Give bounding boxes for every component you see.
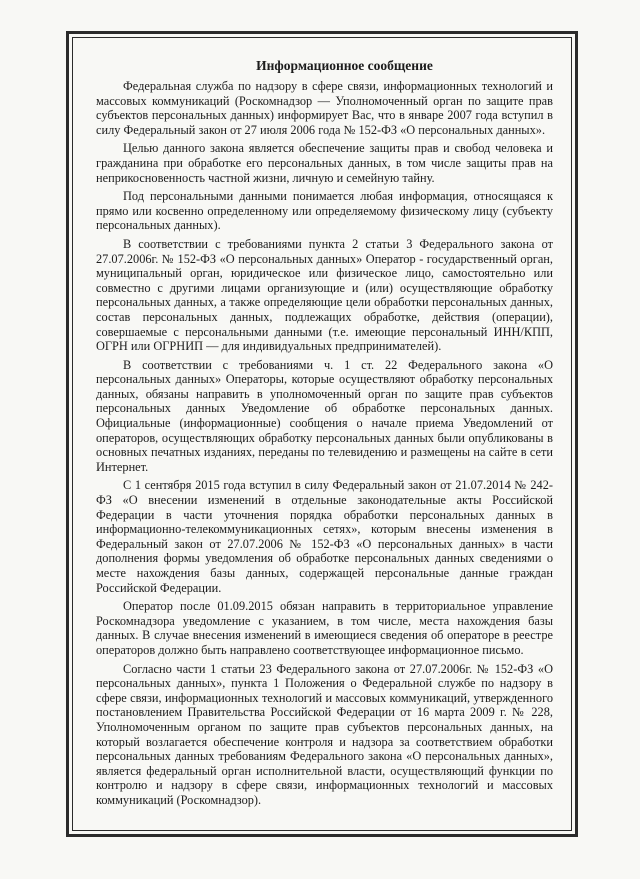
paragraph-2: Целью данного закона является обеспечение защиты прав и свобод человека и гражданина при обработке его персональных данных, в том числе защиты прав на неприкосновенность частной жизни, личную и семейную тайну.: [96, 141, 553, 185]
document-title: Информационное сообщение: [256, 58, 433, 73]
paragraph-3: Под персональными данными понимается любая информация, относящаяся к прямо или косвенно определенному или определяемому физическому лицу (субъекту персональных данных).: [96, 189, 553, 233]
paragraph-8: Согласно части 1 статьи 23 Федерального закона от 27.07.2006г. № 152-ФЗ «О персональных данных», пункта 1 Положения о Федеральной службе по надзору в сфере связи, информационных технологий и массовых коммуникаций, утвержденного постановлением Правительства Российской Федерации от 16 марта 2009 г. № 228, Уполномоченным органом по защите прав субъектов персональных данных, на который возлагается обеспечение контроля и надзора за соответствием обработки персональных данных требованиям Федерального закона «О персональных данных», является федеральный орган исполнительной власти, осуществляющий функции по контролю и надзору в сфере связи, информационных технологий и массовых коммуникаций (Роскомнадзор).: [96, 661, 553, 807]
document-body: [96, 58, 553, 812]
paragraph-4: В соответствии с требованиями пункта 2 статьи 3 Федерального закона от 27.07.2006г. № 152-ФЗ «О персональных данных» Оператор - государственный орган, муниципальный орган, юридическое или физическое лицо, самостоятельно или совместно с другими лицами организующие и (или) осуществляющие обработку персональных данных, а также определяющие цели обработки персональных данных, состав персональных данных, подлежащих обработке, действия (операции), совершаемые с персональными данными (т.е. имеющие персональный ИНН/КПП, ОГРН или ОГРНИП — для индивидуальных предпринимателей).: [96, 236, 553, 354]
paragraph-5: В соответствии с требованиями ч. 1 ст. 22 Федерального закона «О персональных данных» Операторы, которые осуществляют обработку персональных данных, обязаны направить в уполномоченный орган по защите прав субъектов персональных данных Уведомление об обработке персональных данных. Официальные (информационные) сообщения о начале приема Уведомлений от операторов, осуществляющих обработку персональных данных были опубликованы в основных печатных изданиях, переданы по телевидению и размещены на сайте в сети Интернет.: [96, 357, 553, 474]
paragraph-6: С 1 сентября 2015 года вступил в силу Федеральный закон от 21.07.2014 № 242-ФЗ «О внесении изменений в отдельные законодательные акты Российской Федерации в части уточнения порядка обработки персональных данных в информационно-телекоммуникационных сетях», которым внесены изменения в Федеральный закон от 27.07.2006 № 152-ФЗ «О персональных данных» в части дополнения формы уведомления об обработке персональных данных сведениями о месте нахождения базы данных, содержащей персональные данные граждан Российской Федерации.: [96, 478, 553, 595]
paragraph-7: Оператор после 01.09.2015 обязан направить в территориальное управление Роскомнадзора уведомление с указанием, в том числе, места нахождения базы данных. В случае внесения изменений в имеющиеся сведения об операторе в реестре операторов должно быть направлено соответствующее информационное письмо.: [96, 599, 553, 657]
paragraph-1: Федеральная служба по надзору в сфере связи, информационных технологий и массовых коммуникаций (Роскомнадзор — Уполномоченный орган по защите прав субъектов персональных данных) информирует Вас, что в январе 2007 года вступил в силу Федеральный закон от 27 июля 2006 года № 152-ФЗ «О персональных данных».: [96, 79, 553, 137]
